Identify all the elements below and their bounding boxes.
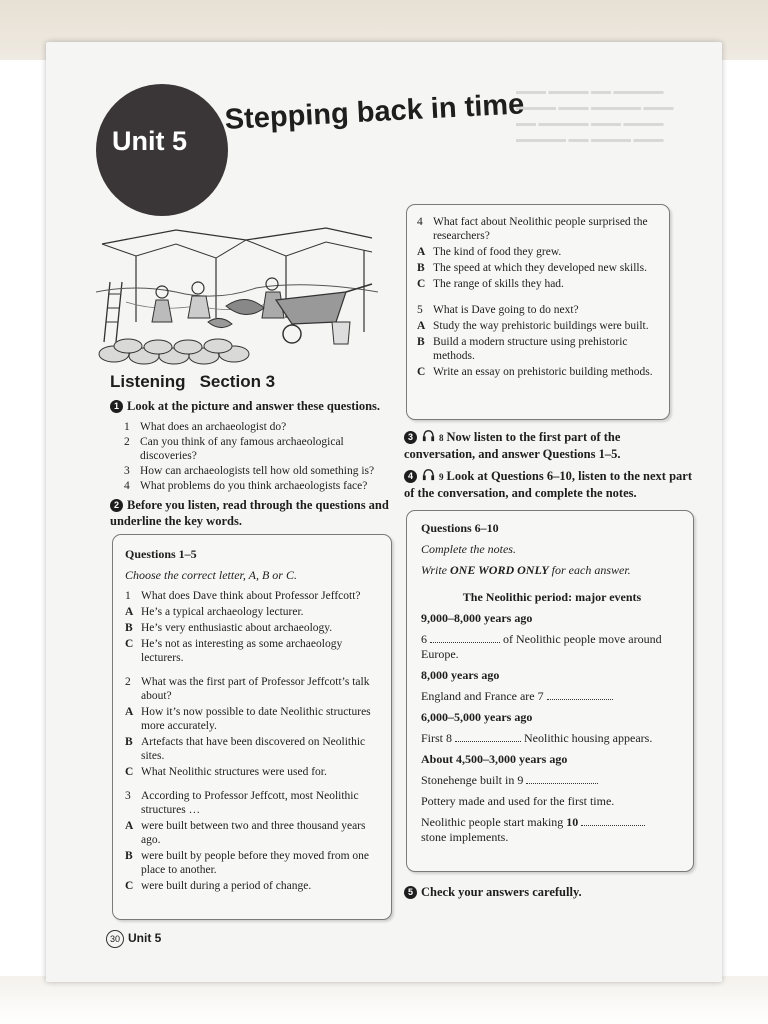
discussion-item-number: 1: [124, 421, 130, 433]
option-letter: A: [417, 246, 426, 258]
gap-7-text: England and France are: [421, 689, 535, 703]
discussion-item-text: What problems do you think archaeologists face?: [140, 480, 368, 492]
show-through-text: ▬▬▬ ▬▬▬▬ ▬▬ ▬▬▬▬▬: [516, 86, 664, 97]
question-stem: [125, 675, 381, 703]
discussion-item-number: 4: [124, 480, 130, 492]
discussion-questions: [124, 420, 388, 494]
answer-option[interactable]: [125, 765, 381, 779]
questions-4-5-box: [406, 204, 670, 420]
discussion-item-number: 2: [124, 436, 130, 448]
notes-word-limit: [421, 563, 683, 578]
gap-9-text: Stonehenge built in: [421, 773, 515, 787]
discussion-item-text: What does an archaeologist do?: [140, 421, 287, 433]
answer-option[interactable]: [417, 261, 661, 275]
period-heading: 6,000–5,000 years ago: [421, 710, 533, 724]
answer-option[interactable]: [417, 277, 661, 291]
option-letter: A: [125, 706, 134, 718]
answer-option[interactable]: [125, 849, 381, 877]
question-stem: [417, 303, 661, 317]
question-number: 1: [125, 590, 131, 602]
answer-option[interactable]: [417, 335, 661, 363]
task-4-instruction: [404, 467, 694, 501]
task-5-instruction: [404, 884, 684, 900]
discussion-item: [124, 479, 388, 493]
textbook-page: [46, 42, 722, 982]
audio-track-icon: [421, 467, 436, 482]
task-4-text: Look at Questions 6–10, listen to the next part of the conversation, and complete the notes.: [404, 469, 692, 500]
answer-option[interactable]: [125, 705, 381, 733]
option-letter: A: [125, 606, 134, 618]
question-text: What was the first part of Professor Jeffcott’s talk about?: [141, 676, 370, 702]
task-number-badge: 4: [404, 470, 417, 483]
discussion-item-text: Can you think of any famous archaeological discoveries?: [140, 436, 344, 462]
question-text: According to Professor Jeffcott, most Neolithic structures …: [141, 790, 359, 816]
task-number-badge: 1: [110, 400, 123, 413]
question-text: What fact about Neolithic people surprised the researchers?: [433, 216, 648, 242]
discussion-item: [124, 464, 388, 478]
option-letter: B: [417, 262, 425, 274]
footer-unit-label: Unit 5: [128, 931, 162, 945]
gap-8-pre: First: [421, 731, 444, 745]
gap-6-text: of Neolithic people move around Europe.: [421, 632, 662, 661]
gap-9-number: 9: [517, 773, 524, 787]
word-limit-post: for each answer.: [548, 563, 631, 577]
discussion-item-text: How can archaeologists tell how old something is?: [140, 465, 375, 477]
page-number: 30: [106, 930, 124, 948]
word-limit-bold: ONE WORD ONLY: [450, 563, 549, 577]
option-letter: C: [417, 278, 426, 290]
show-through-text: ▬▬▬▬▬ ▬▬ ▬▬▬▬ ▬▬▬: [516, 134, 664, 145]
discussion-item: [124, 435, 388, 463]
option-text: What Neolithic structures were used for.: [141, 766, 327, 778]
option-letter: C: [125, 766, 134, 778]
answer-option[interactable]: [125, 819, 381, 847]
task-3-instruction: [404, 428, 674, 462]
answer-option[interactable]: [125, 621, 381, 635]
answer-option[interactable]: [417, 365, 661, 379]
archaeology-dig-illustration: [96, 222, 378, 370]
option-letter: B: [125, 736, 133, 748]
option-letter: B: [417, 336, 425, 348]
multiple-choice-question: [125, 789, 381, 893]
gap-8-post: Neolithic housing appears.: [524, 731, 653, 745]
period-heading: 9,000–8,000 years ago: [421, 611, 533, 625]
period-heading: About 4,500–3,000 years ago: [421, 752, 568, 766]
option-text: The range of skills they had.: [433, 278, 564, 290]
question-stem: [125, 589, 381, 603]
answer-blank-7[interactable]: [547, 689, 613, 700]
multiple-choice-question: [417, 303, 661, 379]
questions-6-10-box: [406, 510, 694, 872]
option-letter: B: [125, 622, 133, 634]
task-2-text: Before you listen, read through the questions and underline the key words.: [110, 498, 389, 528]
gap-6-line: [421, 632, 683, 662]
option-letter: B: [125, 850, 133, 862]
gap-9-line: [421, 773, 683, 788]
gap-7-number: 7: [537, 689, 544, 703]
option-letter: C: [125, 880, 134, 892]
answer-option[interactable]: [125, 879, 381, 893]
gap-10-pre: Neolithic people start making: [421, 815, 564, 829]
answer-option[interactable]: [125, 735, 381, 763]
task-1-text: Look at the picture and answer these questions.: [127, 399, 381, 413]
task-number-badge: 5: [404, 886, 417, 899]
task-number-badge: 2: [110, 499, 123, 512]
answer-option[interactable]: [417, 319, 661, 333]
option-text: The kind of food they grew.: [433, 246, 562, 258]
notes-instruction: Complete the notes.: [421, 542, 516, 556]
gap-10-post: stone implements.: [421, 830, 509, 844]
option-text: He’s not as interesting as some archaeology lecturers.: [141, 638, 343, 664]
answer-option[interactable]: [417, 245, 661, 259]
track-number: 9: [439, 472, 444, 482]
section-number: Section 3: [199, 372, 276, 391]
option-text: Write an essay on prehistoric building methods.: [433, 366, 653, 378]
option-text: He’s very enthusiastic about archaeology.: [141, 622, 333, 634]
section-name: Listening: [110, 372, 186, 391]
option-letter: C: [125, 638, 134, 650]
task-number-badge: 3: [404, 431, 417, 444]
option-text: Study the way prehistoric buildings were built.: [433, 320, 649, 332]
unit-title: Stepping back in time: [224, 88, 525, 136]
gap-8-number: 8: [446, 731, 453, 745]
option-text: How it’s now possible to date Neolithic structures more accurately.: [141, 706, 371, 732]
question-number: 3: [125, 790, 131, 802]
unit-label: Unit 5: [112, 126, 188, 156]
table-surface-bottom: [0, 976, 768, 1024]
answer-option[interactable]: [125, 637, 381, 665]
notes-title: The Neolithic period: major events: [462, 590, 642, 604]
question-list-right: [417, 215, 661, 379]
task-3-text: Now listen to the first part of the conversation, and answer Questions 1–5.: [404, 430, 621, 461]
questions-heading: Questions 6–10: [421, 521, 499, 535]
gap-6-number: 6: [421, 632, 427, 646]
gap-10-line: [421, 815, 683, 845]
question-list-left: [125, 589, 381, 893]
task-2-instruction: [110, 497, 390, 529]
pottery-line: Pottery made and used for the first time.: [421, 794, 615, 808]
option-letter: C: [417, 366, 426, 378]
task-5-text: Check your answers carefully.: [421, 885, 582, 899]
discussion-item-number: 3: [124, 465, 130, 477]
option-text: were built by people before they moved from one place to another.: [141, 850, 370, 876]
question-stem: [417, 215, 661, 243]
questions-instruction: Choose the correct letter, A, B or C.: [125, 568, 297, 582]
option-text: He’s a typical archaeology lecturer.: [141, 606, 304, 618]
answer-blank-10[interactable]: [581, 815, 645, 826]
gap-7-line: [421, 689, 683, 704]
multiple-choice-question: [125, 589, 381, 665]
task-1-instruction: [110, 398, 390, 414]
answer-blank-9[interactable]: [526, 773, 598, 784]
gap-8-line: [421, 731, 683, 746]
answer-blank-6[interactable]: [430, 632, 500, 643]
option-text: were built during a period of change.: [141, 880, 312, 892]
question-stem: [125, 789, 381, 817]
option-letter: A: [417, 320, 426, 332]
answer-blank-8[interactable]: [455, 731, 521, 742]
option-letter: A: [125, 820, 134, 832]
question-text: What does Dave think about Professor Jeffcott?: [141, 590, 361, 602]
question-text: What is Dave going to do next?: [433, 304, 579, 316]
question-number: 5: [417, 304, 423, 316]
option-text: The speed at which they developed new skills.: [433, 262, 647, 274]
audio-track-icon: [421, 428, 436, 443]
option-text: were built between two and three thousand years ago.: [141, 820, 366, 846]
option-text: Build a modern structure using prehistoric methods.: [433, 336, 628, 362]
section-heading: [110, 372, 289, 392]
gap-10-number: 10: [566, 815, 579, 829]
track-number: 8: [439, 433, 444, 443]
questions-1-5-box: [112, 534, 392, 920]
multiple-choice-question: [125, 675, 381, 779]
discussion-item: [124, 420, 388, 434]
show-through-text: ▬▬ ▬▬▬▬▬ ▬▬▬ ▬▬▬▬: [516, 118, 664, 129]
show-through-text: ▬▬▬▬ ▬▬▬ ▬▬▬▬▬ ▬▬▬: [516, 102, 674, 113]
multiple-choice-question: [417, 215, 661, 291]
question-number: 4: [417, 216, 423, 228]
questions-heading: Questions 1–5: [125, 547, 197, 561]
option-text: Artefacts that have been discovered on Neolithic sites.: [141, 736, 366, 762]
question-number: 2: [125, 676, 131, 688]
word-limit-pre: Write: [421, 563, 450, 577]
answer-option[interactable]: [125, 605, 381, 619]
period-heading: 8,000 years ago: [421, 668, 500, 682]
